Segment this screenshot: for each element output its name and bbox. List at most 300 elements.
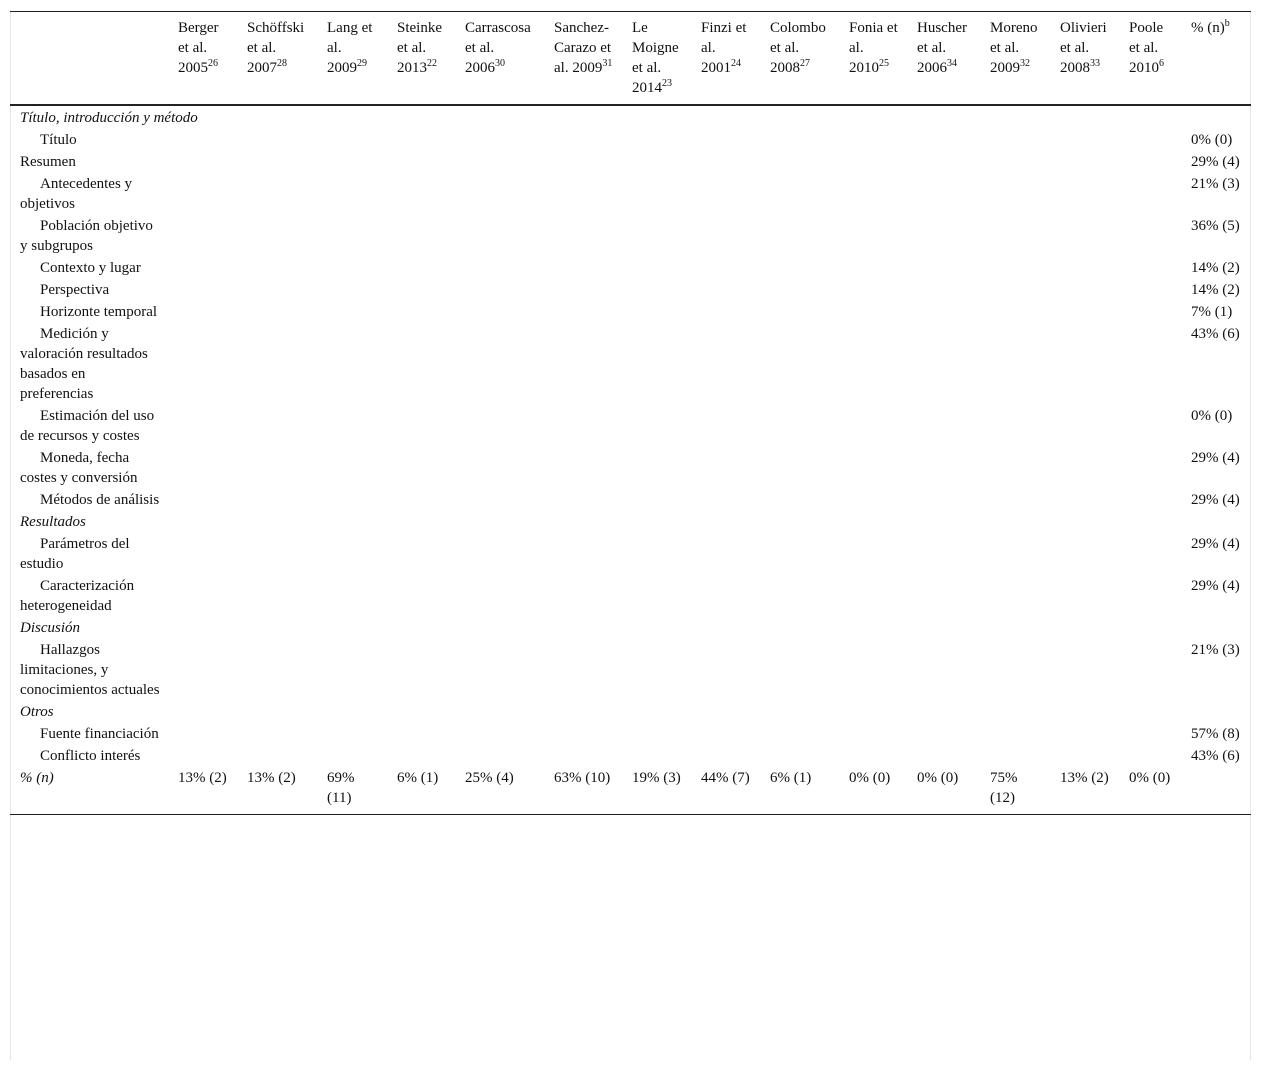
empty-cell <box>1050 575 1119 617</box>
empty-cell <box>1119 723 1181 745</box>
table-body <box>10 105 1251 815</box>
empty-cell <box>544 723 622 745</box>
totals-value: 0% (0) <box>849 770 891 786</box>
item-label: Métodos de análisis <box>40 492 160 508</box>
empty-cell <box>455 575 544 617</box>
empty-cell <box>691 447 760 489</box>
empty-cell <box>980 151 1050 173</box>
empty-cell <box>387 323 455 405</box>
empty-cell <box>455 301 544 323</box>
empty-cell <box>455 151 544 173</box>
empty-cell <box>691 257 760 279</box>
percent-cell <box>1181 257 1251 279</box>
empty-cell <box>980 405 1050 447</box>
header-text: % (n) <box>1191 20 1225 36</box>
empty-cell <box>544 151 622 173</box>
header-cell <box>317 12 387 106</box>
empty-cell <box>839 405 907 447</box>
header-reference: 33 <box>1090 58 1100 69</box>
empty-cell <box>907 575 980 617</box>
totals-value: 0% (0) <box>1129 770 1171 786</box>
empty-cell <box>237 745 317 767</box>
empty-cell <box>237 129 317 151</box>
header-text: Finzi et al. 2001 <box>701 20 747 76</box>
empty-cell <box>237 489 317 511</box>
totals-cell <box>1050 767 1119 815</box>
empty-cell <box>387 215 455 257</box>
header-reference: 26 <box>208 58 218 69</box>
row-label <box>10 215 168 257</box>
row-label <box>10 489 168 511</box>
empty-cell <box>237 575 317 617</box>
empty-cell <box>168 173 237 215</box>
empty-cell <box>980 575 1050 617</box>
empty-cell <box>1119 323 1181 405</box>
item-label: Estimación del uso de recursos y costes <box>20 408 155 444</box>
empty-cell <box>455 257 544 279</box>
empty-cell <box>1050 723 1119 745</box>
section-label <box>10 511 1251 533</box>
header-row <box>10 12 1251 106</box>
empty-cell <box>455 745 544 767</box>
empty-cell <box>387 257 455 279</box>
empty-cell <box>760 215 839 257</box>
empty-cell <box>455 639 544 701</box>
row-label <box>10 639 168 701</box>
totals-cell <box>544 767 622 815</box>
item-label: Título <box>40 132 77 148</box>
header-reference: 22 <box>427 58 437 69</box>
empty-cell <box>455 489 544 511</box>
empty-cell <box>168 151 237 173</box>
empty-cell <box>1119 279 1181 301</box>
empty-cell <box>839 301 907 323</box>
empty-cell <box>691 723 760 745</box>
empty-cell <box>544 257 622 279</box>
empty-cell <box>455 279 544 301</box>
totals-cell <box>839 767 907 815</box>
empty-cell <box>237 257 317 279</box>
empty-cell <box>387 639 455 701</box>
header-text: Lang et al. 2009 <box>327 20 373 76</box>
header-text: Moreno et al. 2009 <box>990 20 1038 76</box>
empty-cell <box>622 301 691 323</box>
empty-cell <box>1119 447 1181 489</box>
header-cell <box>907 12 980 106</box>
empty-cell <box>1119 215 1181 257</box>
row-label <box>10 575 168 617</box>
empty-cell <box>1050 447 1119 489</box>
empty-cell <box>317 279 387 301</box>
empty-cell <box>237 447 317 489</box>
empty-cell <box>1181 767 1251 815</box>
percent-cell <box>1181 173 1251 215</box>
empty-cell <box>691 489 760 511</box>
empty-cell <box>1119 173 1181 215</box>
empty-cell <box>168 129 237 151</box>
empty-cell <box>544 301 622 323</box>
header-cell <box>839 12 907 106</box>
empty-cell <box>387 489 455 511</box>
header-reference: 6 <box>1159 58 1164 69</box>
percent-value: 29% (4) <box>1191 536 1240 552</box>
row-label <box>10 745 168 767</box>
header-cell <box>168 12 237 106</box>
header-text: Olivieri et al. 2008 <box>1060 20 1107 76</box>
empty-cell <box>1050 745 1119 767</box>
empty-cell <box>1050 489 1119 511</box>
percent-cell <box>1181 323 1251 405</box>
percent-value: 29% (4) <box>1191 578 1240 594</box>
empty-cell <box>237 279 317 301</box>
empty-cell <box>839 489 907 511</box>
empty-cell <box>622 723 691 745</box>
empty-cell <box>691 173 760 215</box>
empty-cell <box>317 173 387 215</box>
header-text: Schöffski et al. 2007 <box>247 20 305 76</box>
empty-cell <box>907 447 980 489</box>
empty-cell <box>237 173 317 215</box>
header-cell <box>455 12 544 106</box>
percent-value: 0% (0) <box>1191 132 1233 148</box>
empty-cell <box>168 405 237 447</box>
totals-value: 69% (11) <box>327 770 355 806</box>
empty-cell <box>839 575 907 617</box>
empty-cell <box>168 723 237 745</box>
table-row <box>10 405 1251 447</box>
empty-cell <box>1050 173 1119 215</box>
percent-value: 21% (3) <box>1191 642 1240 658</box>
empty-cell <box>168 279 237 301</box>
empty-cell <box>622 173 691 215</box>
empty-cell <box>317 447 387 489</box>
empty-cell <box>168 323 237 405</box>
table-row <box>10 129 1251 151</box>
table-row <box>10 723 1251 745</box>
table-row <box>10 215 1251 257</box>
empty-cell <box>455 215 544 257</box>
empty-cell <box>622 745 691 767</box>
header-cell <box>622 12 691 106</box>
totals-cell <box>455 767 544 815</box>
empty-cell <box>544 745 622 767</box>
section-row <box>10 105 1251 129</box>
header-text: Huscher et al. 2006 <box>917 20 967 76</box>
empty-cell <box>622 639 691 701</box>
percent-value: 0% (0) <box>1191 408 1233 424</box>
empty-cell <box>1050 215 1119 257</box>
empty-cell <box>237 533 317 575</box>
empty-cell <box>317 301 387 323</box>
empty-cell <box>691 639 760 701</box>
empty-cell <box>168 745 237 767</box>
empty-cell <box>760 151 839 173</box>
empty-cell <box>907 405 980 447</box>
empty-cell <box>387 129 455 151</box>
row-label <box>10 405 168 447</box>
empty-cell <box>1050 533 1119 575</box>
empty-cell <box>544 533 622 575</box>
item-label: Población objetivo y subgrupos <box>20 218 153 254</box>
table-header <box>10 12 1251 106</box>
empty-cell <box>168 447 237 489</box>
row-label <box>10 301 168 323</box>
header-text: Colombo et al. 2008 <box>770 20 826 76</box>
section-title: Otros <box>20 704 54 720</box>
empty-cell <box>317 151 387 173</box>
empty-cell <box>691 151 760 173</box>
empty-cell <box>387 301 455 323</box>
percent-cell <box>1181 533 1251 575</box>
empty-cell <box>544 447 622 489</box>
row-label <box>10 533 168 575</box>
header-reference: 24 <box>731 58 741 69</box>
empty-cell <box>387 151 455 173</box>
table-row <box>10 533 1251 575</box>
empty-cell <box>237 301 317 323</box>
empty-cell <box>544 405 622 447</box>
percent-value: 36% (5) <box>1191 218 1240 234</box>
empty-cell <box>760 533 839 575</box>
table-row <box>10 301 1251 323</box>
totals-cell <box>237 767 317 815</box>
empty-cell <box>455 533 544 575</box>
empty-cell <box>455 405 544 447</box>
empty-cell <box>387 279 455 301</box>
empty-cell <box>839 745 907 767</box>
empty-cell <box>907 489 980 511</box>
empty-cell <box>1119 129 1181 151</box>
empty-cell <box>691 301 760 323</box>
empty-cell <box>907 639 980 701</box>
empty-cell <box>317 639 387 701</box>
empty-cell <box>622 215 691 257</box>
header-cell <box>980 12 1050 106</box>
empty-cell <box>455 129 544 151</box>
item-label: Conflicto interés <box>40 748 141 764</box>
table-row <box>10 447 1251 489</box>
empty-cell <box>980 639 1050 701</box>
header-cell <box>387 12 455 106</box>
totals-label <box>10 767 168 815</box>
item-label: Fuente financiación <box>40 726 159 742</box>
header-text: Carrascosa et al. 2006 <box>465 20 531 76</box>
totals-cell <box>980 767 1050 815</box>
empty-cell <box>237 639 317 701</box>
table-row <box>10 173 1251 215</box>
header-text: Sanchez-Carazo et al. 2009 <box>554 20 612 76</box>
empty-cell <box>760 173 839 215</box>
empty-cell <box>622 575 691 617</box>
row-label <box>10 279 168 301</box>
empty-cell <box>760 301 839 323</box>
table-row <box>10 279 1251 301</box>
empty-cell <box>317 129 387 151</box>
empty-cell <box>317 323 387 405</box>
empty-cell <box>980 279 1050 301</box>
empty-cell <box>691 129 760 151</box>
empty-cell <box>839 279 907 301</box>
empty-cell <box>168 257 237 279</box>
empty-cell <box>544 129 622 151</box>
empty-cell <box>168 489 237 511</box>
empty-cell <box>622 489 691 511</box>
empty-cell <box>1050 129 1119 151</box>
empty-cell <box>387 405 455 447</box>
percent-cell <box>1181 447 1251 489</box>
empty-cell <box>1050 257 1119 279</box>
section-title: Resultados <box>20 514 86 530</box>
section-label <box>10 701 1251 723</box>
empty-cell <box>544 173 622 215</box>
empty-cell <box>622 257 691 279</box>
empty-cell <box>1119 533 1181 575</box>
empty-cell <box>760 323 839 405</box>
empty-cell <box>237 723 317 745</box>
empty-cell <box>237 323 317 405</box>
empty-cell <box>691 533 760 575</box>
header-cell <box>1181 12 1251 106</box>
totals-value: 0% (0) <box>917 770 959 786</box>
empty-cell <box>980 447 1050 489</box>
empty-cell <box>839 323 907 405</box>
header-reference: 30 <box>495 58 505 69</box>
totals-value: 25% (4) <box>465 770 514 786</box>
empty-cell <box>1050 323 1119 405</box>
totals-value: 63% (10) <box>554 770 611 786</box>
empty-cell <box>980 745 1050 767</box>
table-row <box>10 745 1251 767</box>
empty-cell <box>544 489 622 511</box>
empty-cell <box>691 323 760 405</box>
empty-cell <box>839 447 907 489</box>
empty-cell <box>839 129 907 151</box>
item-label: Antecedentes y objetivos <box>20 176 133 212</box>
totals-value: 19% (3) <box>632 770 681 786</box>
percent-value: 14% (2) <box>1191 260 1240 276</box>
empty-cell <box>907 257 980 279</box>
empty-cell <box>839 533 907 575</box>
empty-cell <box>760 745 839 767</box>
header-cell <box>760 12 839 106</box>
header-reference: 23 <box>662 78 672 89</box>
empty-cell <box>1050 639 1119 701</box>
percent-value: 14% (2) <box>1191 282 1240 298</box>
header-reference: 25 <box>879 58 889 69</box>
header-reference: 34 <box>947 58 957 69</box>
empty-cell <box>907 173 980 215</box>
empty-cell <box>544 215 622 257</box>
percent-cell <box>1181 151 1251 173</box>
empty-cell <box>237 215 317 257</box>
empty-cell <box>907 279 980 301</box>
empty-cell <box>387 173 455 215</box>
empty-cell <box>544 279 622 301</box>
header-cell <box>237 12 317 106</box>
empty-cell <box>622 151 691 173</box>
empty-cell <box>544 323 622 405</box>
empty-cell <box>387 447 455 489</box>
empty-cell <box>1050 301 1119 323</box>
row-label <box>10 173 168 215</box>
totals-row <box>10 767 1251 815</box>
row-label <box>10 447 168 489</box>
empty-cell <box>317 257 387 279</box>
empty-cell <box>168 533 237 575</box>
empty-cell <box>237 151 317 173</box>
percent-cell <box>1181 129 1251 151</box>
item-label: Parámetros del estudio <box>20 536 130 572</box>
empty-cell <box>760 639 839 701</box>
empty-cell <box>622 533 691 575</box>
header-cell <box>544 12 622 106</box>
empty-cell <box>760 447 839 489</box>
empty-cell <box>980 533 1050 575</box>
empty-cell <box>907 745 980 767</box>
empty-cell <box>1119 575 1181 617</box>
empty-cell <box>691 405 760 447</box>
empty-cell <box>622 323 691 405</box>
empty-cell <box>907 723 980 745</box>
table-row <box>10 323 1251 405</box>
item-label: Horizonte temporal <box>40 304 158 320</box>
totals-cell <box>907 767 980 815</box>
header-reference: 29 <box>357 58 367 69</box>
empty-cell <box>980 257 1050 279</box>
percent-value: 21% (3) <box>1191 176 1240 192</box>
empty-cell <box>691 745 760 767</box>
empty-cell <box>387 575 455 617</box>
empty-cell <box>980 129 1050 151</box>
percent-cell <box>1181 489 1251 511</box>
totals-cell <box>317 767 387 815</box>
totals-cell <box>387 767 455 815</box>
percent-value: 29% (4) <box>1191 154 1240 170</box>
empty-cell <box>317 533 387 575</box>
empty-cell <box>544 575 622 617</box>
empty-cell <box>317 489 387 511</box>
header-reference: 28 <box>277 58 287 69</box>
table-row <box>10 257 1251 279</box>
empty-cell <box>1119 301 1181 323</box>
empty-cell <box>691 215 760 257</box>
percent-cell <box>1181 575 1251 617</box>
empty-cell <box>1119 489 1181 511</box>
totals-value: 13% (2) <box>178 770 227 786</box>
empty-cell <box>691 575 760 617</box>
empty-cell <box>760 405 839 447</box>
percent-value: 29% (4) <box>1191 450 1240 466</box>
percent-cell <box>1181 279 1251 301</box>
empty-cell <box>168 301 237 323</box>
header-text: Le Moigne et al. 2014 <box>632 20 679 96</box>
percent-cell <box>1181 745 1251 767</box>
empty-cell <box>455 173 544 215</box>
empty-cell <box>455 447 544 489</box>
header-text: Steinke et al. 2013 <box>397 20 442 76</box>
empty-cell <box>544 639 622 701</box>
header-text: Berger et al. 2005 <box>178 20 219 76</box>
totals-value: 6% (1) <box>397 770 439 786</box>
empty-cell <box>760 279 839 301</box>
header-cell <box>1050 12 1119 106</box>
empty-cell <box>455 723 544 745</box>
header-cell <box>691 12 760 106</box>
row-label <box>10 129 168 151</box>
empty-cell <box>839 639 907 701</box>
empty-cell <box>387 723 455 745</box>
section-label <box>10 105 1251 129</box>
